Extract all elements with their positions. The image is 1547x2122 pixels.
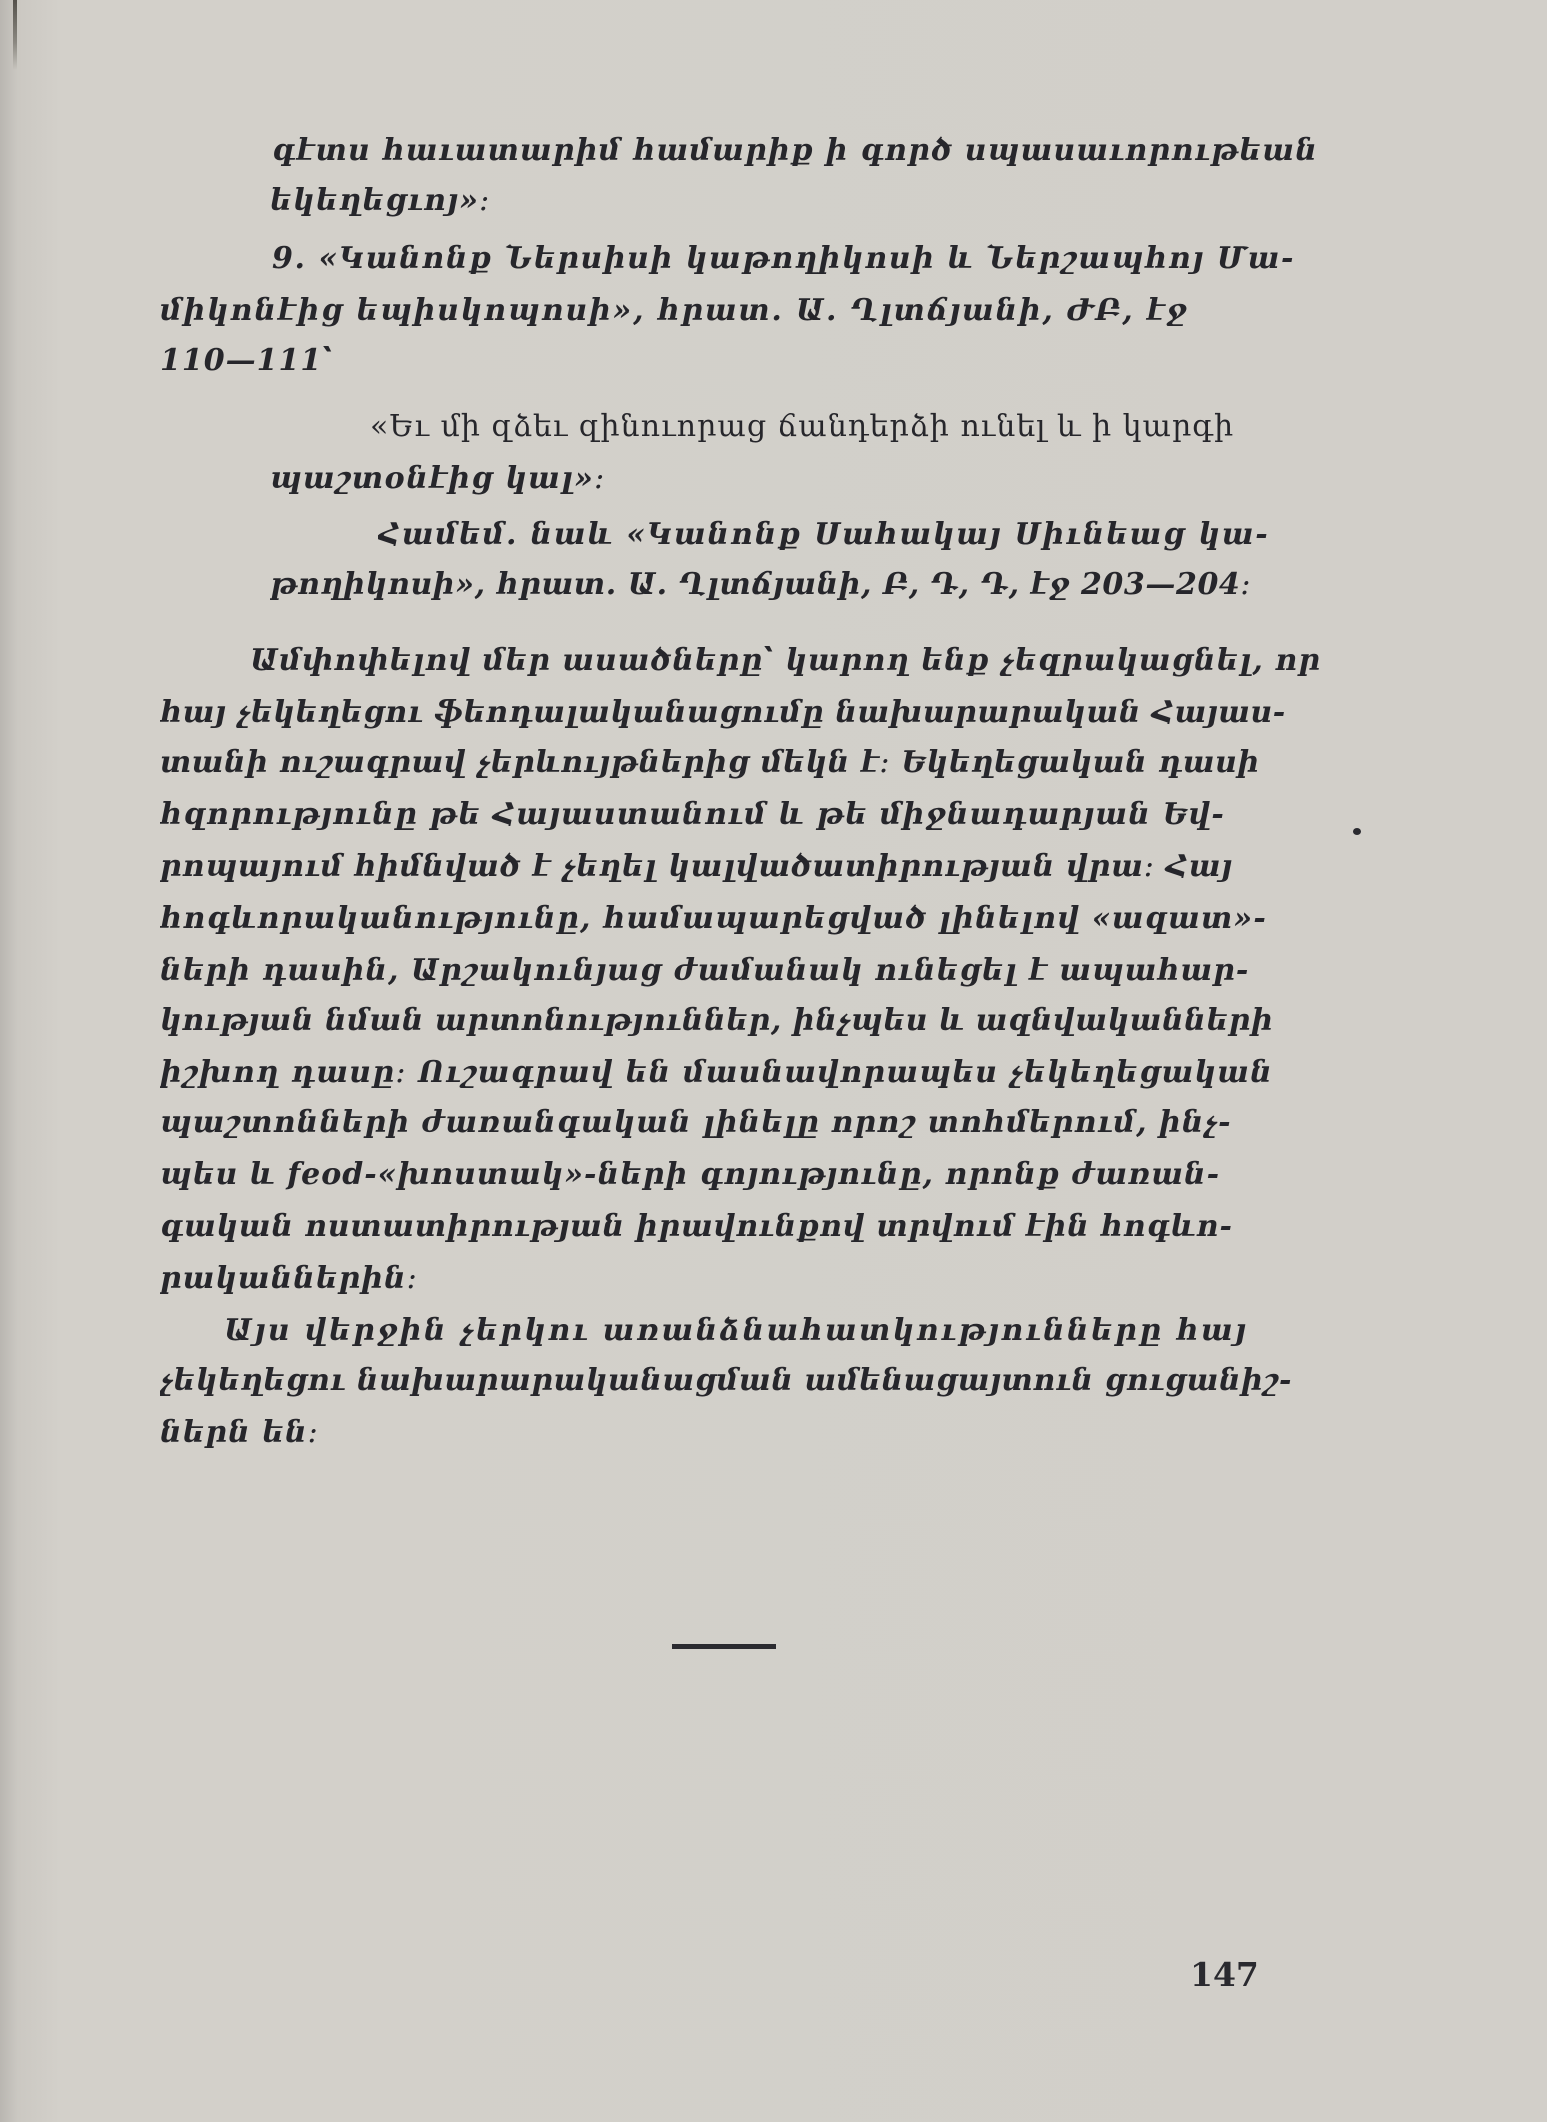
text-line-2: եկեղեցւոյ»։ (270, 183, 491, 218)
text-line-8: Համեմ. նաև «Կանոնք Սահակայ Սիւնեաց կա- (378, 517, 1270, 552)
paragraph-line-6: հոգևորականությունը, համապարեցված լինելով «ազատ»- (160, 901, 1267, 936)
ink-speck (1353, 828, 1361, 835)
quote-line-2: պաշտօնէից կալ»։ (270, 461, 606, 496)
paragraph2-line-2: չեկեղեցու նախարարականացման ամենացայտուն ցուցանիշ- (160, 1363, 1293, 1398)
paragraph-line-7: ների դասին, Արշակունյաց ժամանակ ունեցել է ապահար- (160, 953, 1250, 988)
text-line-3: 9. «Կանոնք Ներսիսի կաթողիկոսի և Ներշապհոյ Մա- (272, 241, 1296, 276)
paragraph2-line-3: ներն են։ (160, 1415, 319, 1450)
section-end-rule (672, 1644, 776, 1649)
paragraph-line-11: պես և feod-«խոստակ»-ների գոյությունը, որոնք ժառան- (160, 1157, 1221, 1192)
paragraph-line-13: րականներին։ (160, 1261, 418, 1296)
page-number: 147 (1190, 1955, 1259, 1994)
quote-line-1: «Եւ մի զձեւ զինուորաց ճանդերձի ունել և ի կարգի (370, 409, 1235, 444)
text-line-5: 110—111՝ (160, 343, 333, 378)
paragraph-line-3: տանի ուշագրավ չերևույթներից մեկն է։ Եկեղեցական դասի (160, 745, 1260, 780)
paragraph-line-5: րոպայում հիմնված է չեղել կալվածատիրության վրա։ Հայ (160, 849, 1233, 884)
text-line-1: գէտս հաւատարիմ համարիք ի գործ սպասաւորութեան (272, 133, 1318, 168)
text-line-4: միկոնէից եպիսկոպոսի», հրատ. Ա. Ղլտճյանի, ԺԲ, էջ (160, 293, 1189, 328)
paragraph-line-2: հայ չեկեղեցու ֆեոդալականացումը նախարարական Հայաս- (160, 695, 1286, 730)
binding-mark (13, 0, 17, 70)
text-line-9: թողիկոսի», հրատ. Ա. Ղլտճյանի, Բ, Դ, Դ, էջ 203—204։ (270, 567, 1252, 602)
paragraph-line-1: Ամփոփելով մեր ասածները՝ կարող ենք չեզրակացնել, որ (250, 643, 1322, 678)
paragraph-line-8: կության նման արտոնություններ, ինչպես և ազնվականների (160, 1003, 1274, 1038)
paragraph-line-12: գական ոստատիրության իրավունքով տրվում էին հոգևո- (160, 1209, 1233, 1244)
paragraph-line-9: իշխող դասը։ Ուշագրավ են մասնավորապես չեկեղեցական (160, 1055, 1273, 1090)
paragraph-line-4: հզորությունը թե Հայաստանում և թե միջնադարյան Եվ- (160, 797, 1226, 832)
paragraph-line-10: պաշտոնների ժառանգական լինելը որոշ տոհմերում, ինչ- (160, 1105, 1232, 1140)
paragraph2-line-1: Այս վերջին չերկու առանձնահատկությունները հայ (224, 1313, 1249, 1348)
